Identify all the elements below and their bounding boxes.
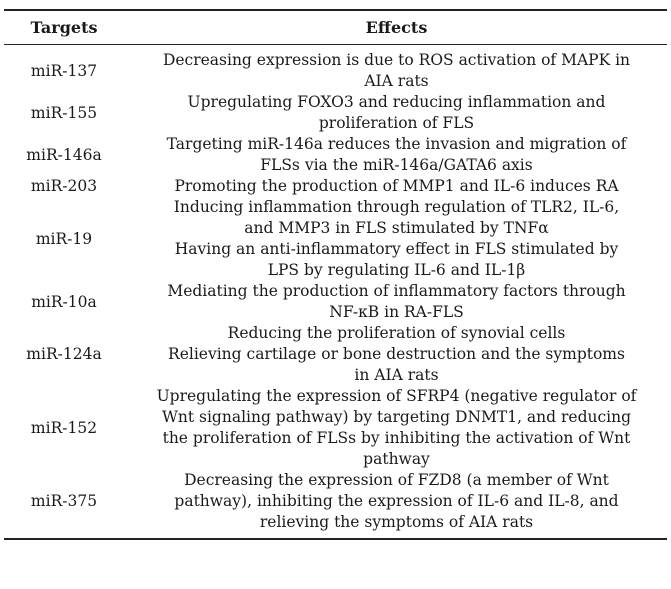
table-row — [4, 386, 667, 470]
effect-line: proliferation of FLS — [318, 114, 475, 132]
effect-cell — [124, 470, 667, 533]
target-cell: miR-19 — [35, 229, 93, 248]
effect-cell — [124, 197, 667, 281]
effect-cell — [124, 323, 667, 386]
target-cell: miR-203 — [30, 177, 98, 195]
table-row — [4, 176, 667, 197]
effect-line: Decreasing expression is due to ROS activation of MAPK in — [162, 51, 631, 69]
effect-line: Promoting the production of MMP1 and IL-6 induces RA — [174, 177, 619, 195]
target-cell: miR-124a — [26, 345, 102, 363]
effect-line: in AIA rats — [354, 366, 439, 384]
target-cell: miR-155 — [30, 103, 98, 122]
target-cell: miR-375 — [30, 492, 98, 510]
effects-table — [4, 9, 667, 540]
table-body — [4, 45, 667, 538]
effect-line: pathway — [363, 450, 430, 468]
table-header — [4, 11, 667, 44]
effect-cell — [124, 134, 667, 176]
header-targets: Targets — [30, 18, 98, 37]
table-row — [4, 92, 667, 134]
effect-cell — [124, 176, 667, 197]
target-cell: miR-137 — [30, 61, 98, 80]
table-bottom-rule — [4, 538, 667, 540]
effect-line: LPS by regulating IL-6 and IL-1β — [267, 261, 526, 279]
effect-cell — [124, 50, 667, 92]
effect-line: NF-κB in RA-FLS — [329, 303, 464, 321]
effect-cell — [124, 281, 667, 323]
effect-line: Decreasing the expression of FZD8 (a member of Wnt — [184, 471, 609, 489]
effect-line: AIA rats — [364, 72, 429, 90]
table-row — [4, 470, 667, 533]
effect-line: Having an anti-inflammatory effect in FLS stimulated by — [174, 240, 619, 258]
effect-line: Inducing inflammation through regulation of TLR2, IL-6, — [173, 198, 620, 216]
effect-line: pathway), inhibiting the expression of IL-6 and IL-8, and — [174, 492, 619, 510]
table-row — [4, 50, 667, 92]
effect-cell — [124, 92, 667, 134]
header-effects: Effects — [365, 18, 428, 37]
table-row — [4, 197, 667, 281]
effect-line: the proliferation of FLSs by inhibiting the activation of Wnt — [162, 429, 631, 447]
table-row — [4, 134, 667, 176]
effect-cell — [124, 386, 667, 470]
table-row — [4, 323, 667, 386]
target-cell: miR-152 — [30, 418, 98, 437]
effect-line: Reducing the proliferation of synovial cells — [227, 324, 566, 342]
table-row — [4, 281, 667, 323]
effect-line: Upregulating FOXO3 and reducing inflammation and — [187, 93, 606, 111]
effect-line: Upregulating the expression of SFRP4 (negative regulator of — [156, 387, 637, 405]
effect-line: relieving the symptoms of AIA rats — [259, 513, 534, 531]
effect-line: Targeting miR-146a reduces the invasion and migration of — [166, 135, 627, 153]
effect-line: and MMP3 in FLS stimulated by TNFα — [244, 219, 549, 237]
effect-line: Wnt signaling pathway) by targeting DNMT1, and reducing — [161, 408, 632, 426]
effect-line: Mediating the production of inflammatory factors through — [167, 282, 626, 300]
effect-line: Relieving cartilage or bone destruction and the symptoms — [168, 345, 625, 363]
target-cell: miR-146a — [26, 145, 102, 164]
target-cell: miR-10a — [31, 292, 97, 311]
effect-line: FLSs via the miR-146a/GATA6 axis — [260, 156, 533, 174]
